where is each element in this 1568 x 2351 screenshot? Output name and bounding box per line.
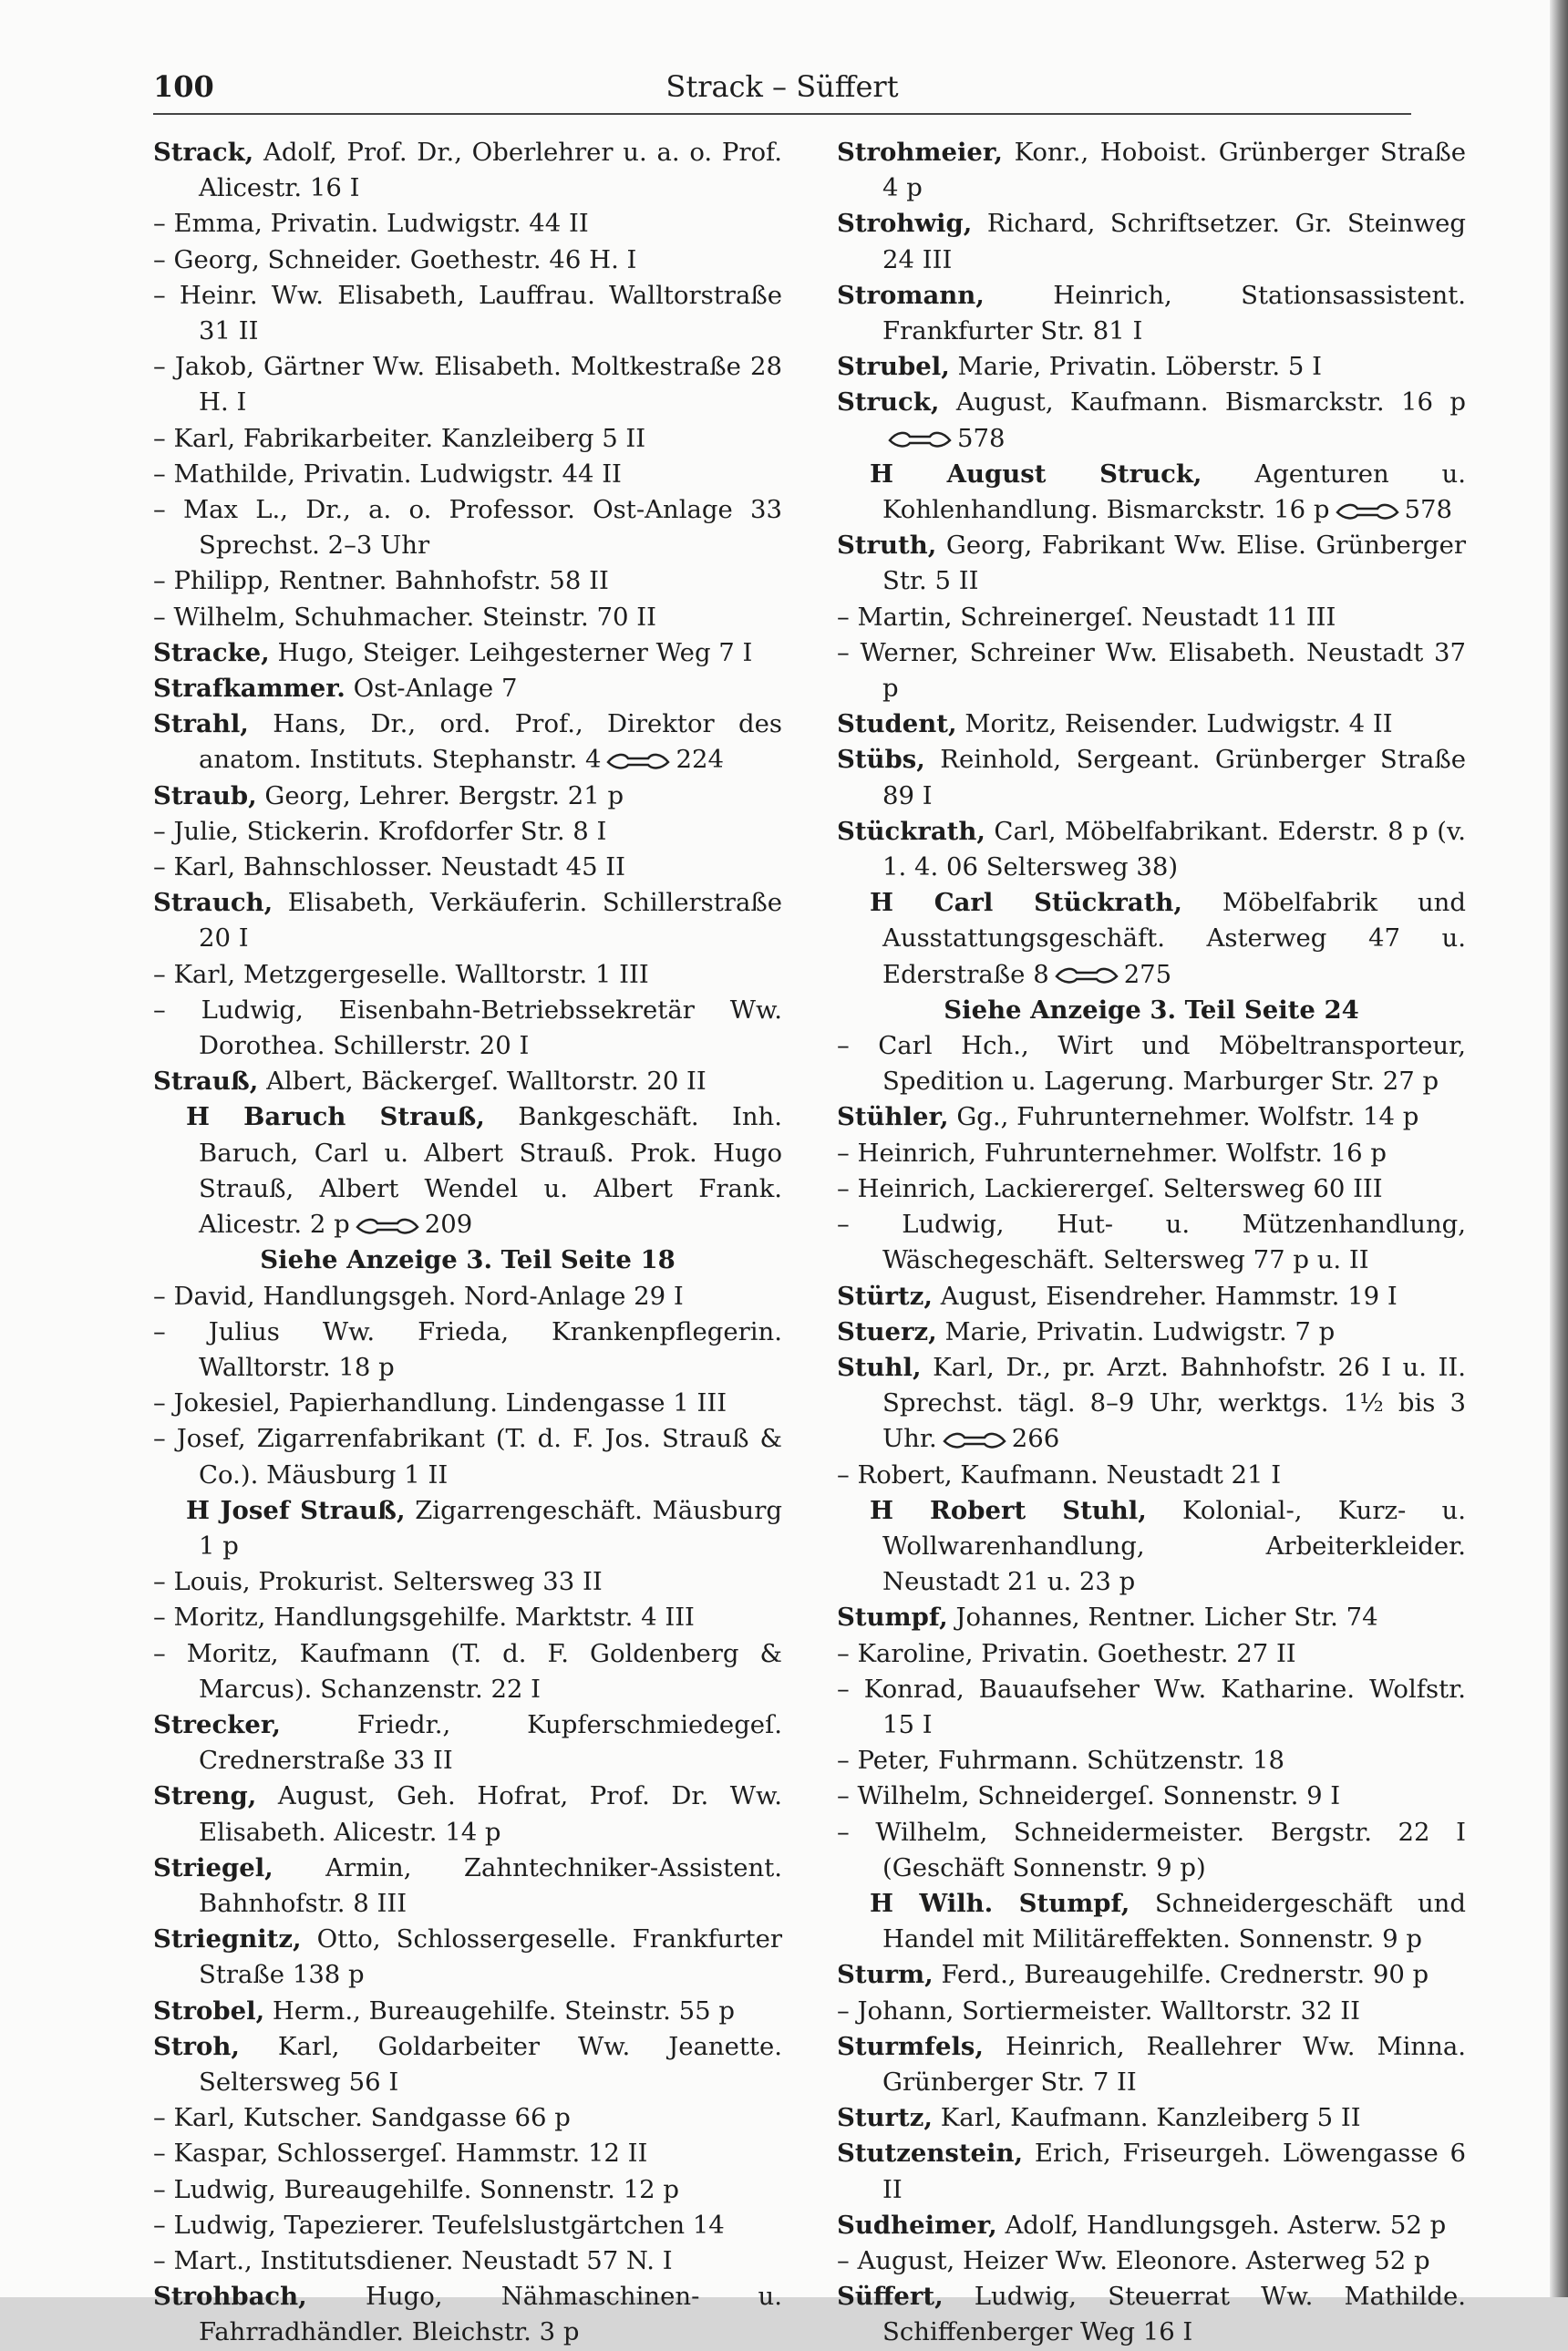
entry-details: Ludwig, Steuerrat Ww. Mathilde. Schiffenberger Weg 16 I bbox=[882, 2282, 1466, 2347]
directory-entry bbox=[837, 1886, 1466, 1957]
entry-details: – Mart., Institutsdiener. Neustadt 57 N. I bbox=[153, 2245, 673, 2275]
directory-entry bbox=[837, 2029, 1466, 2100]
entry-details: Heinrich, Reallehrer Ww. Minna. Grünberger Str. 7 II bbox=[882, 2031, 1466, 2097]
entry-details: – Jokesiel, Papierhandlung. Lindengasse 1 III bbox=[153, 1388, 727, 1418]
entry-surname: Strecker, bbox=[153, 1709, 281, 1739]
entry-details: – Karoline, Privatin. Goethestr. 27 II bbox=[837, 1638, 1296, 1668]
entry-details: Marie, Privatin. Löberstr. 5 I bbox=[957, 352, 1322, 382]
phone-number: 275 bbox=[1123, 959, 1172, 989]
entry-surname: Strahl, bbox=[153, 709, 249, 739]
directory-entry bbox=[153, 563, 782, 599]
entry-details: Friedr., Kupferschmiedegeſ. Crednerstraße 33 II bbox=[199, 1709, 782, 1776]
entry-surname: Struck, bbox=[837, 387, 940, 418]
phone-number: 224 bbox=[676, 745, 724, 775]
directory-entry bbox=[153, 1099, 782, 1243]
entry-details: Georg, Lehrer. Bergstr. 21 p bbox=[264, 780, 624, 810]
entry-surname: Sturmfels, bbox=[837, 2031, 984, 2061]
entry-details: – Philipp, Rentner. Bahnhofstr. 58 II bbox=[153, 566, 609, 596]
entry-details: Hugo, Steiger. Leihgesterner Weg 7 I bbox=[277, 637, 753, 667]
directory-entry bbox=[153, 1707, 782, 1779]
directory-entry bbox=[837, 706, 1466, 742]
entry-details: Hans, Dr., ord. Prof., Direktor des anatom. Instituts. Stephanstr. 4 bbox=[199, 709, 782, 775]
directory-entry bbox=[837, 1350, 1466, 1458]
entry-details: Karl, Dr., pr. Arzt. Bahnhofstr. 26 I u. II. Sprechst. tägl. 8–9 Uhr, werktgs. 1½ bis 3 Uhr. bbox=[882, 1352, 1466, 1454]
entry-details: – Konrad, Bauaufseher Ww. Katharine. Wolfstr. 15 I bbox=[837, 1674, 1466, 1739]
directory-entry bbox=[153, 1279, 782, 1315]
entry-surname: Süffert, bbox=[837, 2282, 944, 2312]
directory-entry bbox=[153, 2029, 782, 2100]
directory-entry bbox=[837, 1171, 1466, 1207]
entry-details: – Martin, Schreinergeſ. Neustadt 11 III bbox=[837, 602, 1336, 632]
entry-surname: Strack, bbox=[153, 138, 254, 167]
entry-surname: H August Struck, bbox=[870, 459, 1202, 489]
entry-details: August, Kaufmann. Bismarckstr. 16 p bbox=[955, 387, 1466, 418]
entry-details: – August, Heizer Ww. Eleonore. Asterweg 52 p bbox=[837, 2245, 1430, 2275]
entry-details: August, Eisendreher. Hammstr. 19 I bbox=[940, 1281, 1398, 1311]
entry-surname: Student, bbox=[837, 709, 957, 739]
entry-surname: Sturtz, bbox=[837, 2103, 933, 2133]
entry-surname: Strobel, bbox=[153, 1995, 265, 2026]
directory-entry bbox=[153, 242, 782, 278]
entry-details: Kolonial-, Kurz- u. Wollwarenhandlung, Arbeiterkleider. Neustadt 21 u. 23 p bbox=[882, 1495, 1466, 1597]
entry-details: – Georg, Schneider. Goethestr. 46 H. I bbox=[153, 244, 637, 274]
entry-details: – Wilhelm, Schuhmacher. Steinstr. 70 II bbox=[153, 602, 656, 632]
phone-number: 209 bbox=[424, 1210, 473, 1240]
entry-details: – Kaspar, Schlossergeſ. Hammstr. 12 II bbox=[153, 2139, 648, 2169]
entry-details: Johannes, Rentner. Licher Str. 74 bbox=[955, 1603, 1378, 1633]
entry-details: Georg, Fabrikant Ww. Elise. Grünberger Str. 5 II bbox=[882, 531, 1467, 596]
entry-surname: Stübs, bbox=[837, 745, 925, 775]
page-number: 100 bbox=[153, 69, 214, 104]
entry-details: Siehe Anzeige 3. Teil Seite 24 bbox=[944, 995, 1359, 1025]
directory-entry bbox=[837, 814, 1466, 885]
entry-details: Hugo, Nähmaschinen- u. Fahrradhändler. Bleichstr. 3 p bbox=[199, 2282, 782, 2347]
entry-surname: Striegnitz, bbox=[153, 1924, 302, 1954]
entry-surname: H Baruch Strauß, bbox=[186, 1102, 485, 1132]
entry-details: – David, Handlungsgeh. Nord-Anlage 29 I bbox=[153, 1281, 684, 1311]
entry-details: Erich, Friseurgeh. Löwengasse 6 II bbox=[882, 2139, 1466, 2204]
directory-entry bbox=[837, 1493, 1466, 1601]
directory-entry bbox=[837, 1957, 1466, 1993]
entry-details: Karl, Goldarbeiter Ww. Jeanette. Seltersweg 56 I bbox=[199, 2031, 782, 2097]
directory-entry bbox=[837, 1600, 1466, 1635]
directory-entry bbox=[837, 278, 1466, 349]
entry-surname: Strohbach, bbox=[153, 2282, 307, 2312]
telephone-icon bbox=[1336, 501, 1399, 521]
entry-details: Möbelfabrik und Ausstattungsgeschäft. Asterweg 47 u. Ederstraße 8 bbox=[882, 888, 1466, 989]
entry-details: Bankgeschäft. Inh. Baruch, Carl u. Albert Strauß. Prok. Hugo Strauß, Albert Wendel u. Albert Frank. Alicestr. 2 p bbox=[199, 1102, 782, 1240]
directory-entry bbox=[837, 1636, 1466, 1672]
entry-details: Herm., Bureaugehilfe. Steinstr. 55 p bbox=[272, 1995, 735, 2026]
directory-entry bbox=[153, 206, 782, 242]
phone-number: 578 bbox=[957, 423, 1006, 453]
entry-surname: Striegel, bbox=[153, 1852, 273, 1882]
phone-number: 578 bbox=[1404, 495, 1452, 525]
directory-entry bbox=[153, 349, 782, 420]
entry-details: – Karl, Bahnschlosser. Neustadt 45 II bbox=[153, 852, 626, 882]
entry-surname: Sturm, bbox=[837, 1960, 934, 1990]
entry-surname: Strohmeier, bbox=[837, 138, 1003, 167]
directory-entry bbox=[837, 1099, 1466, 1135]
page-edge-shadow bbox=[1550, 0, 1568, 2297]
entry-details: Siehe Anzeige 3. Teil Seite 18 bbox=[260, 1245, 676, 1275]
directory-entry bbox=[837, 1994, 1466, 2029]
directory-entry bbox=[153, 957, 782, 993]
entry-details: – Carl Hch., Wirt und Möbeltransporteur, Spedition u. Lagerung. Marburger Str. 27 p bbox=[837, 1031, 1466, 1097]
entry-details: – Heinr. Ww. Elisabeth, Lauffrau. Walltorstraße 31 II bbox=[153, 280, 782, 346]
entry-details: – Moritz, Kaufmann (T. d. F. Goldenberg & Marcus). Schanzenstr. 22 I bbox=[153, 1638, 782, 1704]
directory-entry bbox=[837, 1207, 1466, 1278]
directory-entry bbox=[153, 1315, 782, 1386]
entry-details: – Heinrich, Lackierergeſ. Seltersweg 60 III bbox=[837, 1173, 1383, 1203]
entry-details: Karl, Kaufmann. Kanzleiberg 5 II bbox=[940, 2103, 1361, 2133]
directory-entry bbox=[153, 1851, 782, 1922]
entry-details: Schneidergeschäft und Handel mit Militäreffekten. Sonnenstr. 9 p bbox=[882, 1888, 1466, 1954]
directory-entry bbox=[837, 2208, 1466, 2243]
directory-entry bbox=[153, 2172, 782, 2208]
entry-details: – Johann, Sortiermeister. Walltorstr. 32 II bbox=[837, 1995, 1360, 2026]
directory-entry bbox=[153, 1064, 782, 1099]
entry-surname: Stumpf, bbox=[837, 1603, 948, 1633]
telephone-icon bbox=[606, 751, 670, 771]
entry-surname: Stühler, bbox=[837, 1102, 949, 1132]
entry-surname: Streng, bbox=[153, 1781, 257, 1811]
entry-details: Marie, Privatin. Ludwigstr. 7 p bbox=[944, 1316, 1336, 1346]
directory-entry bbox=[153, 993, 782, 1064]
directory-entry bbox=[153, 814, 782, 850]
entry-surname: Stürtz, bbox=[837, 1281, 933, 1311]
directory-entry bbox=[837, 385, 1466, 456]
directory-entry bbox=[837, 885, 1466, 993]
directory-entry bbox=[837, 206, 1466, 277]
directory-entry bbox=[153, 457, 782, 492]
entry-details: – Wilhelm, Schneidermeister. Bergstr. 22 I (Geschäft Sonnenstr. 9 p) bbox=[837, 1817, 1466, 1882]
entry-details: – Mathilde, Privatin. Ludwigstr. 44 II bbox=[153, 459, 622, 489]
directory-entry bbox=[837, 1779, 1466, 1814]
entry-details: – Max L., Dr., a. o. Professor. Ost-Anlage 33 Sprechst. 2–3 Uhr bbox=[153, 495, 782, 561]
directory-entry bbox=[837, 1028, 1466, 1099]
directory-entry bbox=[837, 2100, 1466, 2136]
header-rule bbox=[153, 113, 1411, 115]
directory-entry bbox=[153, 1636, 782, 1707]
entry-details: Ost-Anlage 7 bbox=[353, 674, 518, 704]
directory-entry bbox=[153, 2100, 782, 2136]
entry-details: – Jakob, Gärtner Ww. Elisabeth. Moltkestraße 28 H. I bbox=[153, 352, 782, 418]
entry-details: – Karl, Fabrikarbeiter. Kanzleiberg 5 II bbox=[153, 423, 646, 453]
directory-entry bbox=[153, 1493, 782, 1564]
entry-details: – Karl, Kutscher. Sandgasse 66 p bbox=[153, 2103, 571, 2133]
directory-entry bbox=[153, 278, 782, 349]
entry-details: Carl, Möbelfabrikant. Ederstr. 8 p (v. 1. 4. 06 Seltersweg 38) bbox=[882, 816, 1466, 882]
page-header bbox=[153, 66, 1411, 111]
entry-surname: Stutzenstein, bbox=[837, 2139, 1024, 2169]
entry-surname: Stromann, bbox=[837, 280, 985, 310]
directory-entry bbox=[153, 706, 782, 778]
entry-details: – Julie, Stickerin. Krofdorfer Str. 8 I bbox=[153, 816, 607, 846]
entry-details: Albert, Bäckergeſ. Walltorstr. 20 II bbox=[266, 1067, 707, 1097]
directory-entry bbox=[153, 635, 782, 671]
directory-entry bbox=[837, 1136, 1466, 1171]
entry-details: – Peter, Fuhrmann. Schützenstr. 18 bbox=[837, 1746, 1284, 1776]
directory-entry bbox=[153, 671, 782, 706]
directory-entry bbox=[153, 1564, 782, 1600]
directory-entry bbox=[837, 2243, 1466, 2279]
entry-details: Ferd., Bureaugehilfe. Crednerstr. 90 p bbox=[941, 1960, 1429, 1990]
entry-surname: Strohwig, bbox=[837, 209, 973, 239]
entry-details: Otto, Schlossergeselle. Frankfurter Straße 138 p bbox=[199, 1924, 782, 1990]
directory-entry bbox=[837, 600, 1466, 635]
entry-surname: Strafkammer. bbox=[153, 674, 346, 704]
directory-entry bbox=[837, 2279, 1466, 2350]
page-range-title: Strack – Süffert bbox=[665, 69, 899, 104]
entry-surname: Strauch, bbox=[153, 888, 273, 918]
telephone-icon bbox=[943, 1430, 1006, 1450]
entry-details: – Emma, Privatin. Ludwigstr. 44 II bbox=[153, 209, 589, 239]
entry-surname: Strubel, bbox=[837, 352, 950, 382]
entry-details: Agenturen u. Kohlenhandlung. Bismarckstr. 16 p bbox=[882, 459, 1466, 525]
entry-surname: Stückrath, bbox=[837, 816, 985, 846]
entry-surname: H Josef Strauß, bbox=[186, 1495, 406, 1525]
entry-surname: Stracke, bbox=[153, 637, 270, 667]
entry-details: August, Geh. Hofrat, Prof. Dr. Ww. Elisabeth. Alicestr. 14 p bbox=[199, 1781, 782, 1847]
directory-entry bbox=[153, 885, 782, 956]
directory-entry bbox=[837, 1672, 1466, 1743]
entry-details: Konr., Hoboist. Grünberger Straße 4 p bbox=[882, 138, 1466, 203]
directory-entry bbox=[153, 600, 782, 635]
entry-details: Adolf, Handlungsgeh. Asterw. 52 p bbox=[1005, 2210, 1447, 2240]
entry-details: Zigarrengeschäft. Mäusburg 1 p bbox=[199, 1495, 782, 1561]
directory-entry bbox=[837, 135, 1466, 206]
directory-entry bbox=[153, 779, 782, 814]
entry-surname: Stroh, bbox=[153, 2031, 240, 2061]
directory-entry bbox=[837, 528, 1466, 599]
entry-details: Adolf, Prof. Dr., Oberlehrer u. a. o. Prof. Alicestr. 16 I bbox=[199, 138, 782, 203]
directory-entry bbox=[837, 1815, 1466, 1886]
advertisement-notice bbox=[837, 993, 1466, 1028]
entry-surname: Stuerz, bbox=[837, 1316, 937, 1346]
directory-entry bbox=[153, 135, 782, 206]
directory-entry bbox=[837, 635, 1466, 706]
directory-entry bbox=[153, 850, 782, 885]
telephone-icon bbox=[888, 429, 952, 449]
entry-surname: Sudheimer, bbox=[837, 2210, 997, 2240]
entry-details: – Ludwig, Eisenbahn-Betriebssekretär Ww. Dorothea. Schillerstr. 20 I bbox=[153, 995, 782, 1061]
entry-surname: H Robert Stuhl, bbox=[870, 1495, 1147, 1525]
directory-entry bbox=[153, 2243, 782, 2279]
entry-details: Reinhold, Sergeant. Grünberger Straße 89 I bbox=[882, 745, 1466, 810]
entry-surname: Straub, bbox=[153, 780, 257, 810]
entry-details: Heinrich, Stationsassistent. Frankfurter Str. 81 I bbox=[882, 280, 1466, 346]
entry-surname: Struth, bbox=[837, 531, 937, 561]
advertisement-notice bbox=[153, 1243, 782, 1278]
telephone-icon bbox=[1055, 965, 1119, 985]
phone-number: 266 bbox=[1011, 1424, 1060, 1454]
directory-entry bbox=[837, 2136, 1466, 2207]
directory-entry bbox=[837, 457, 1466, 528]
entry-details: – Ludwig, Hut- u. Mützenhandlung, Wäschegeschäft. Seltersweg 77 p u. II bbox=[837, 1210, 1466, 1275]
directory-entry bbox=[837, 1458, 1466, 1493]
directory-entry bbox=[837, 1743, 1466, 1779]
entry-details: – Werner, Schreiner Ww. Elisabeth. Neustadt 37 p bbox=[837, 637, 1466, 704]
entry-surname: H Carl Stückrath, bbox=[870, 888, 1183, 918]
entry-surname: Strauß, bbox=[153, 1067, 259, 1097]
telephone-icon bbox=[356, 1216, 419, 1236]
entry-details: – Moritz, Handlungsgehilfe. Marktstr. 4 III bbox=[153, 1603, 695, 1633]
entry-details: Moritz, Reisender. Ludwigstr. 4 II bbox=[965, 709, 1393, 739]
entry-details: Armin, Zahntechniker-Assistent. Bahnhofstr. 8 III bbox=[199, 1852, 782, 1918]
directory-entry bbox=[837, 1279, 1466, 1315]
entry-details: Richard, Schriftsetzer. Gr. Steinweg 24 III bbox=[882, 209, 1466, 274]
directory-entry bbox=[153, 1779, 782, 1850]
entry-details: – Josef, Zigarrenfabrikant (T. d. F. Jos. Strauß & Co.). Mäusburg 1 II bbox=[153, 1424, 782, 1490]
entry-surname: H Wilh. Stumpf, bbox=[870, 1888, 1130, 1918]
entry-details: – Heinrich, Fuhrunternehmer. Wolfstr. 16 p bbox=[837, 1138, 1387, 1168]
directory-entry bbox=[153, 2279, 782, 2350]
entry-surname: Stuhl, bbox=[837, 1352, 922, 1382]
directory-entry bbox=[837, 742, 1466, 813]
directory-entry bbox=[153, 1922, 782, 1993]
entry-details: – Karl, Metzgergeselle. Walltorstr. 1 III bbox=[153, 959, 649, 989]
entry-details: Gg., Fuhrunternehmer. Wolfstr. 14 p bbox=[956, 1102, 1419, 1132]
entry-details: – Louis, Prokurist. Seltersweg 33 II bbox=[153, 1567, 603, 1597]
directory-entry bbox=[153, 1421, 782, 1492]
entry-details: – Ludwig, Bureaugehilfe. Sonnenstr. 12 p bbox=[153, 2174, 679, 2204]
directory-entry bbox=[153, 1600, 782, 1635]
entry-details: – Julius Ww. Frieda, Krankenpflegerin. Walltorstr. 18 p bbox=[153, 1316, 782, 1382]
entry-details: – Robert, Kaufmann. Neustadt 21 I bbox=[837, 1459, 1282, 1490]
right-column bbox=[837, 135, 1466, 2351]
directory-entry bbox=[153, 2136, 782, 2171]
entry-details: – Wilhelm, Schneidergeſ. Sonnenstr. 9 I bbox=[837, 1781, 1341, 1811]
entry-details: Elisabeth, Verkäuferin. Schillerstraße 20 I bbox=[199, 888, 782, 954]
left-column bbox=[153, 135, 782, 2351]
directory-entry bbox=[837, 349, 1466, 385]
directory-entry bbox=[153, 1994, 782, 2029]
directory-entry bbox=[837, 1315, 1466, 1350]
directory-entry bbox=[153, 492, 782, 563]
directory-entry bbox=[153, 421, 782, 457]
entry-details: – Ludwig, Tapezierer. Teufelslustgärtchen 14 bbox=[153, 2210, 725, 2240]
directory-entry bbox=[153, 1386, 782, 1421]
directory-entry bbox=[153, 2208, 782, 2243]
